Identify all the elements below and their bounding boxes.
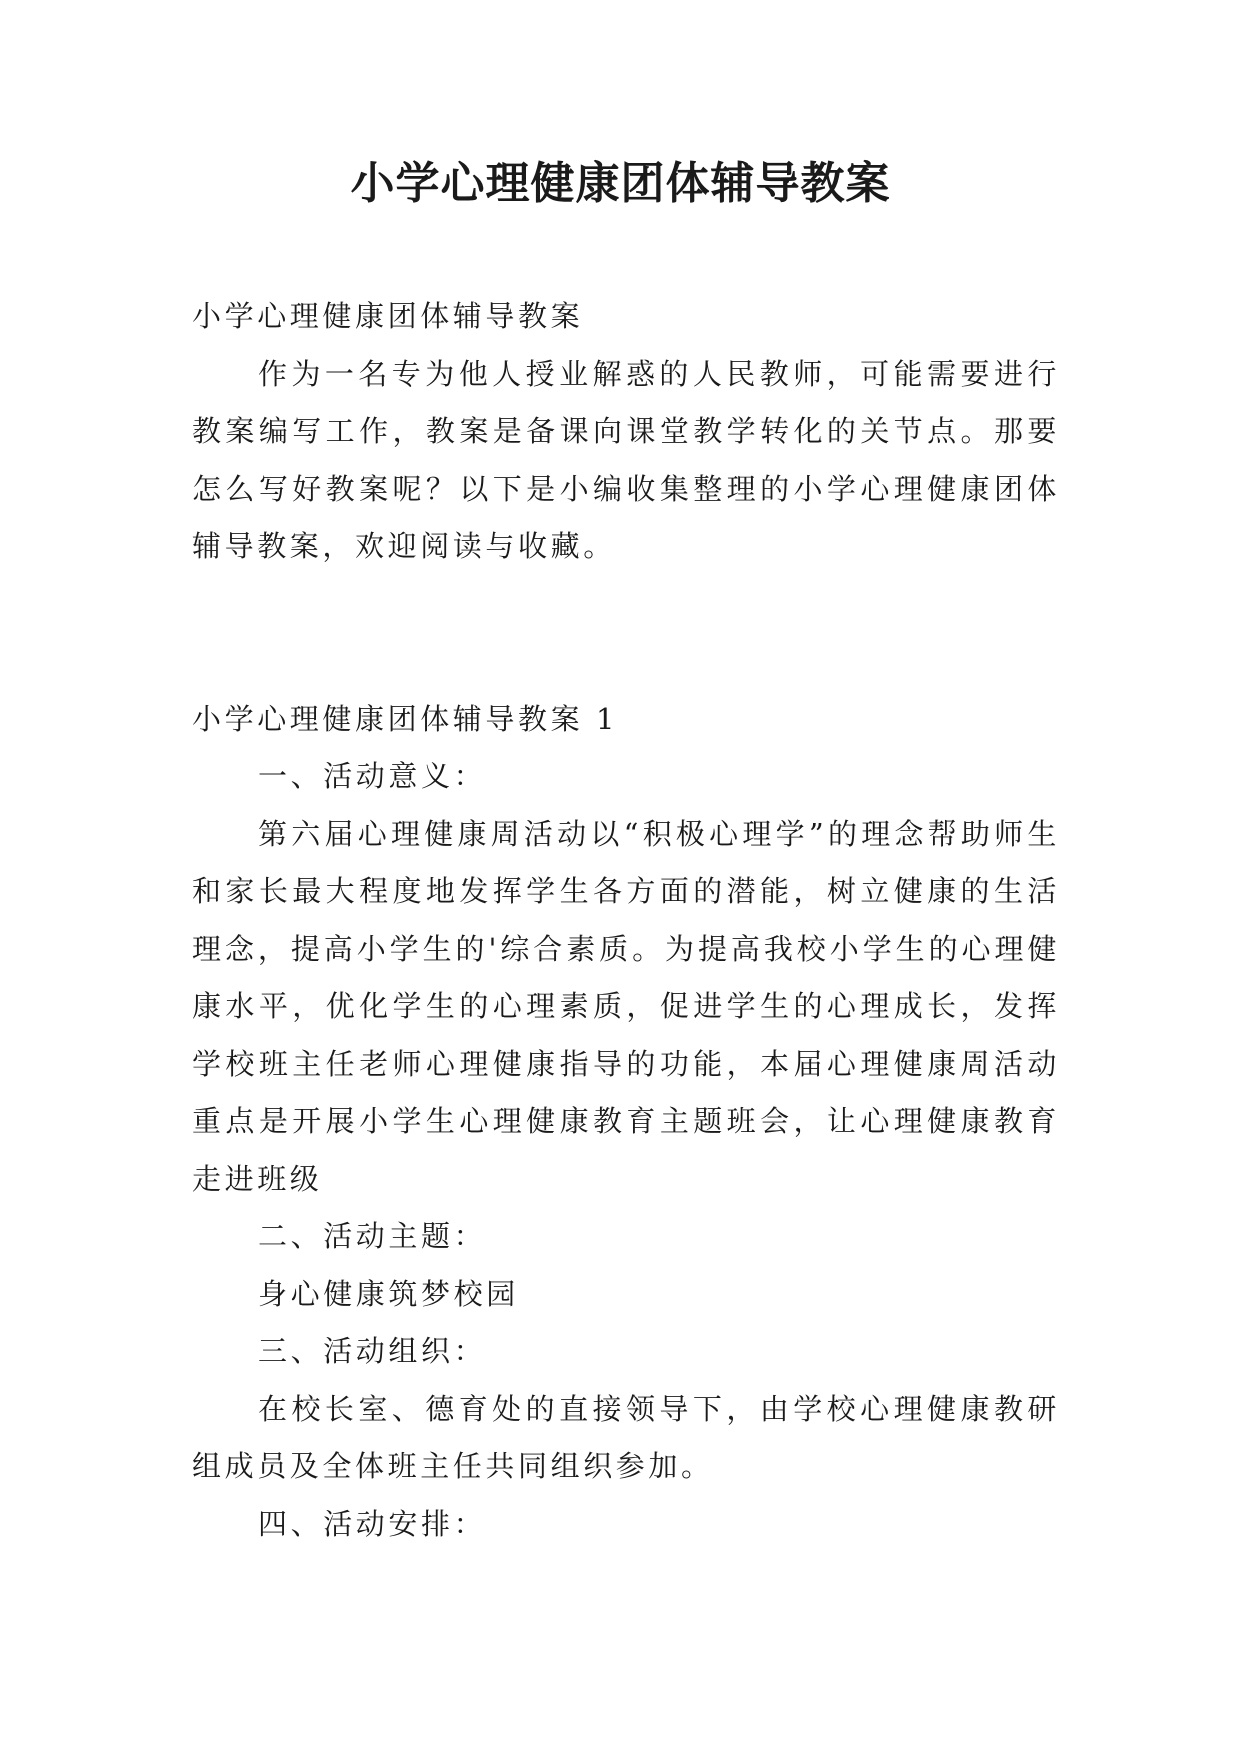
- section-spacer: [192, 576, 1060, 691]
- document-title: 小学心理健康团体辅导教案: [350, 158, 891, 209]
- item1-text: 第六届心理健康周活动以“积极心理学”的理念帮助师生和家长最大程度地发挥学生各方面的潜能，树立健康的生活理念，提高小学生的'综合素质。为提高我校小学生的心理健康水平，优化学生的心理素质，促进学生的心理成长，发挥学校班主任老师心理健康指导的功能，本届心理健康周活动重点是开展小学生心理健康教育主题班会，让心理健康教育走进班级: [192, 816, 1060, 1196]
- item2-title: 二、活动主题：: [258, 1219, 487, 1253]
- item3-text: 在校长室、德育处的直接领导下，由学校心理健康教研组成员及全体班主任共同组织参加。: [192, 1391, 1060, 1483]
- section-heading: 小学心理健康团体辅导教案 1: [192, 701, 619, 736]
- item1-title: 一、活动意义：: [258, 759, 487, 793]
- item2-text: 身心健康筑梦校园: [258, 1276, 519, 1311]
- intro-heading: 小学心理健康团体辅导教案: [192, 299, 584, 333]
- document-body: [192, 288, 1060, 1553]
- item4-title: 四、活动安排：: [258, 1506, 487, 1541]
- item3-title: 三、活动组织：: [258, 1334, 487, 1368]
- intro-paragraph: 作为一名专为他人授业解惑的人民教师，可能需要进行教案编写工作，教案是备课向课堂教学转化的关节点。那要怎么写好教案呢？以下是小编收集整理的小学心理健康团体辅导教案，欢迎阅读与收藏。: [192, 356, 1060, 563]
